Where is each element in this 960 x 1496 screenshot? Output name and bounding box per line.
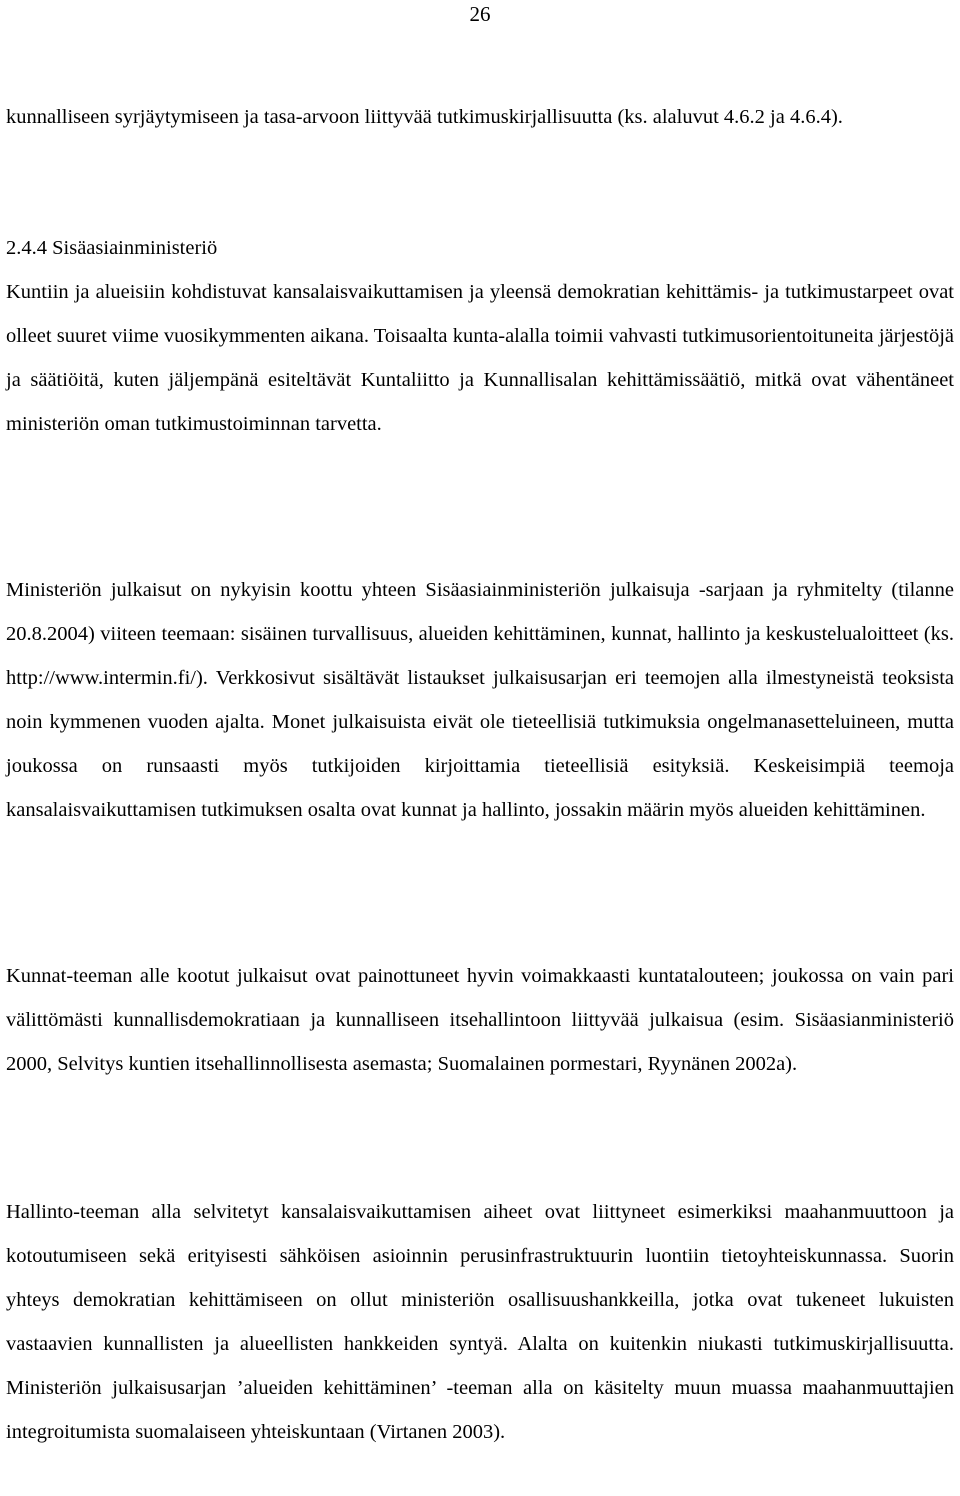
paragraph-text: Hallinto-teeman alla selvitetyt kansalaisvaikuttamisen aiheet ovat liittyneet esimerkiksi maahanmuuttoon ja kotoutumiseen sekä erityisesti sähköisen asioinnin perusinfrastruktuurin luontiin tietoyhteiskunnassa. Suorin yhteys demokratian kehittämiseen on ollut ministeriön osallisuushankkeilla, jotka ovat tukeneet lukuisten vastaavien kunnallisten ja alueellisten hankkeiden syntyä. Alalta on kuitenkin niukasti tutkimuskirjallisuutta. Ministeriön julkaisusarjan ’alueiden kehittäminen’ -teeman alla on käsitelty muun muassa maahanmuuttajien integroitumista suomalaiseen yhteiskuntaan (Virtanen 2003). bbox=[6, 1201, 954, 1443]
paragraph-4 bbox=[6, 1190, 954, 1454]
page-number: 26 bbox=[469, 2, 491, 26]
paragraph-2 bbox=[6, 568, 954, 832]
intro-paragraph bbox=[6, 95, 954, 139]
paragraph-text: Ministeriön julkaisut on nykyisin koottu yhteen Sisäasiainministeriön julkaisuja -sarjaan ja ryhmitelty (tilanne 20.8.2004) viiteen teemaan: sisäinen turvallisuus, alueiden kehittäminen, kunnat, hallinto ja keskustelualoitteet (ks. http://www.intermin.fi/). Verkkosivut sisältävät listaukset julkaisusarjan eri teemojen alla ilmestyneistä teoksista noin kymmenen vuoden ajalta. Monet julkaisuista eivät ole tieteellisiä tutkimuksia ongelmanasetteluineen, mutta joukossa on runsaasti myös tutkijoiden kirjoittamia tieteellisiä esityksiä. Keskeisimpiä teemoja kansalaisvaikuttamisen tutkimuksen osalta ovat kunnat ja hallinto, jossakin määrin myös alueiden kehittäminen. bbox=[6, 579, 954, 821]
paragraph-text: Kunnat-teeman alle kootut julkaisut ovat painottuneet hyvin voimakkaasti kuntatalouteen; joukossa on vain pari välittömästi kunnallisdemokratiaan ja kunnalliseen itsehallintoon liittyvää julkaisua (esim. Sisäasianministeriö 2000, Selvitys kuntien itsehallinnollisesta asemasta; Suomalainen pormestari, Ryynänen 2002a). bbox=[6, 965, 954, 1075]
paragraph-text: kunnalliseen syrjäytymiseen ja tasa-arvoon liittyvää tutkimuskirjallisuutta (ks. alaluvut 4.6.2 ja 4.6.4). bbox=[6, 106, 843, 128]
section-heading: 2.4.4 Sisäasiainministeriö bbox=[6, 237, 218, 259]
paragraph-1 bbox=[6, 270, 954, 446]
paragraph-text: Kuntiin ja alueisiin kohdistuvat kansalaisvaikuttamisen ja yleensä demokratian kehittämis- ja tutkimustarpeet ovat olleet suuret viime vuosikymmenten aikana. Toisaalta kunta-alalla toimii vahvasti tutkimusorientoituneita järjestöjä ja säätiöitä, kuten jäljempänä esiteltävät Kuntaliitto ja Kunnallisalan kehittämissäätiö, mitkä ovat vähentäneet ministeriön oman tutkimustoiminnan tarvetta. bbox=[6, 281, 954, 435]
paragraph-3 bbox=[6, 954, 954, 1086]
